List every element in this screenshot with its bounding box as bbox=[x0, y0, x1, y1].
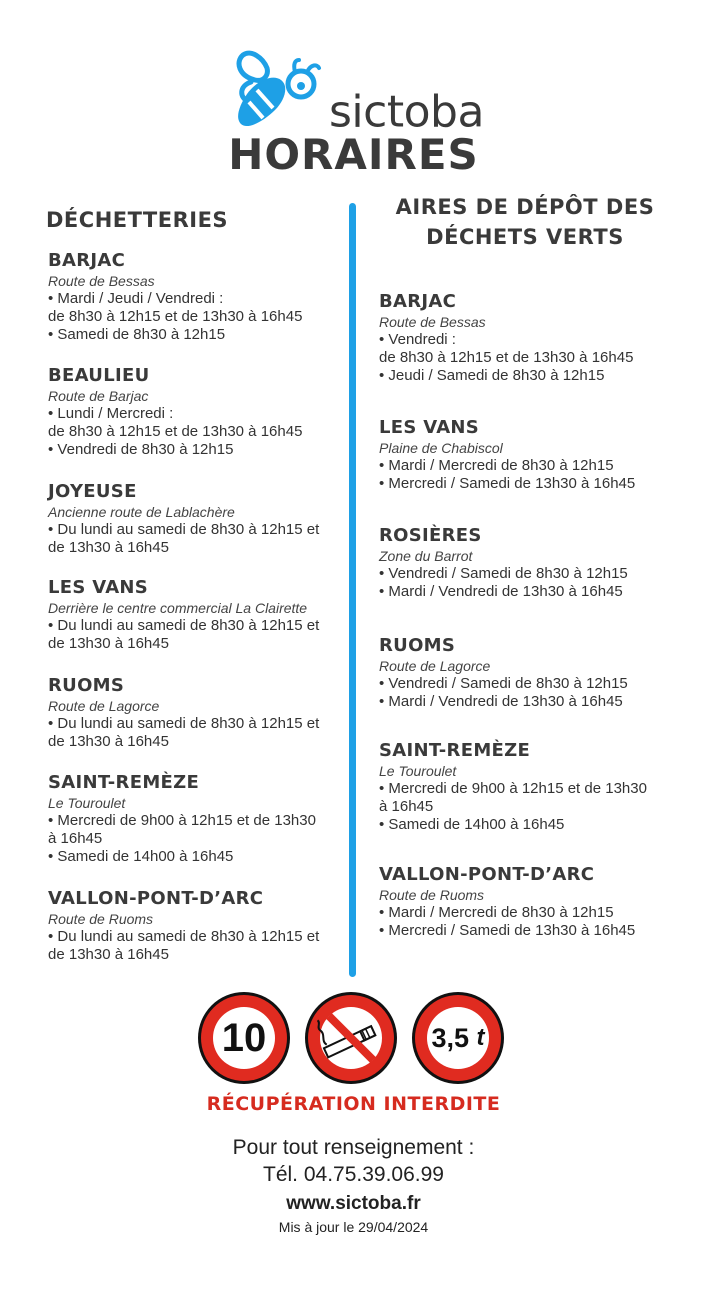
site-address: Route de Ruoms bbox=[48, 911, 154, 927]
recuperation-warning: RÉCUPÉRATION INTERDITE bbox=[206, 1093, 501, 1115]
schedule-line: • Vendredi / Samedi de 8h30 à 12h15 bbox=[379, 565, 628, 582]
site-name: RUOMS bbox=[379, 635, 456, 656]
speed-limit-sign bbox=[196, 990, 292, 1086]
site-barjac bbox=[379, 291, 633, 385]
site-ruoms bbox=[379, 635, 628, 711]
speed-limit-value: 10 bbox=[221, 1015, 267, 1060]
site-name: BEAULIEU bbox=[48, 365, 150, 386]
website-link[interactable]: www.sictoba.fr bbox=[286, 1193, 421, 1214]
schedule-line: • Lundi / Mercredi : bbox=[48, 405, 174, 422]
contact-phone[interactable]: Tél. 04.75.39.06.99 bbox=[263, 1163, 444, 1186]
schedule-line: • Du lundi au samedi de 8h30 à 12h15 et bbox=[48, 617, 320, 634]
schedule-line: • Du lundi au samedi de 8h30 à 12h15 et bbox=[48, 715, 320, 732]
site-address: Le Touroulet bbox=[48, 795, 126, 811]
schedule-line: • Mercredi de 9h00 à 12h15 et de 13h30 bbox=[379, 780, 647, 797]
site-address: Route de Ruoms bbox=[379, 887, 485, 903]
schedule-line: de 13h30 à 16h45 bbox=[48, 733, 169, 750]
schedule-line: • Vendredi / Samedi de 8h30 à 12h15 bbox=[379, 675, 628, 692]
schedule-line: de 13h30 à 16h45 bbox=[48, 635, 169, 652]
dechets-verts-title-line1: AIRES DE DÉPÔT DES bbox=[395, 195, 655, 219]
schedule-line: • Mardi / Jeudi / Vendredi : bbox=[48, 290, 224, 307]
dechetteries-column bbox=[46, 205, 348, 963]
site-name: VALLON-PONT-D’ARC bbox=[379, 864, 595, 885]
schedule-line: • Jeudi / Samedi de 8h30 à 12h15 bbox=[379, 367, 605, 384]
schedule-line: • Du lundi au samedi de 8h30 à 12h15 et bbox=[48, 928, 320, 945]
schedule-line: à 16h45 bbox=[48, 830, 103, 847]
dechetteries-title: DÉCHETTERIES bbox=[46, 208, 229, 232]
site-name: RUOMS bbox=[48, 675, 125, 696]
schedule-line: de 8h30 à 12h15 et de 13h30 à 16h45 bbox=[379, 349, 634, 366]
site-vallon-pont-d-arc bbox=[379, 864, 635, 940]
update-date: Mis à jour le 29/04/2024 bbox=[278, 1219, 429, 1235]
schedule-line: • Mercredi de 9h00 à 12h15 et de 13h30 bbox=[48, 812, 316, 829]
schedule-line: • Mardi / Vendredi de 13h30 à 16h45 bbox=[379, 693, 623, 710]
schedule-line: • Mardi / Mercredi de 8h30 à 12h15 bbox=[379, 904, 614, 921]
site-address: Zone du Barrot bbox=[379, 548, 473, 564]
no-smoking-sign bbox=[303, 990, 399, 1086]
site-address: Derrière le centre commercial La Clairette bbox=[48, 600, 308, 616]
site-name: JOYEUSE bbox=[48, 481, 137, 502]
site-les-vans bbox=[48, 577, 319, 653]
site-address: Route de Bessas bbox=[48, 273, 155, 289]
site-address: Le Touroulet bbox=[379, 763, 457, 779]
schedule-line: • Vendredi de 8h30 à 12h15 bbox=[48, 441, 234, 458]
prohibition-signs bbox=[196, 990, 506, 1086]
weight-limit-sign bbox=[410, 990, 506, 1086]
bee-logo-icon bbox=[233, 50, 333, 132]
site-beaulieu bbox=[48, 365, 302, 459]
schedule-line: • Mardi / Vendredi de 13h30 à 16h45 bbox=[379, 583, 623, 600]
site-saint-rem-ze bbox=[379, 740, 647, 834]
site-name: VALLON-PONT-D’ARC bbox=[48, 888, 264, 909]
schedule-line: • Vendredi : bbox=[379, 331, 456, 348]
schedule-line: de 8h30 à 12h15 et de 13h30 à 16h45 bbox=[48, 308, 303, 325]
schedule-line: • Mercredi / Samedi de 13h30 à 16h45 bbox=[379, 922, 636, 939]
schedule-line: • Du lundi au samedi de 8h30 à 12h15 et bbox=[48, 521, 320, 538]
site-address: Route de Barjac bbox=[48, 388, 149, 404]
site-address: Route de Bessas bbox=[379, 314, 486, 330]
schedule-line: • Mardi / Mercredi de 8h30 à 12h15 bbox=[379, 457, 614, 474]
no-smoking-icon bbox=[303, 990, 399, 1086]
site-les-vans bbox=[379, 417, 635, 493]
site-rosi-res bbox=[379, 525, 628, 601]
contact-block bbox=[0, 1134, 707, 1235]
site-name: SAINT-REMÈZE bbox=[48, 772, 200, 793]
site-address: Route de Lagorce bbox=[48, 698, 160, 714]
schedule-line: de 8h30 à 12h15 et de 13h30 à 16h45 bbox=[48, 423, 303, 440]
site-name: LES VANS bbox=[379, 417, 480, 438]
site-address: Ancienne route de Lablachère bbox=[48, 504, 235, 520]
weight-limit-label bbox=[410, 990, 506, 1086]
site-ruoms bbox=[48, 675, 319, 751]
site-saint-rem-ze bbox=[48, 772, 316, 866]
schedule-line: • Samedi de 14h00 à 16h45 bbox=[48, 848, 234, 865]
schedule-line: de 13h30 à 16h45 bbox=[48, 946, 169, 963]
schedule-line: • Samedi de 8h30 à 12h15 bbox=[48, 326, 226, 343]
site-joyeuse bbox=[48, 481, 319, 557]
schedule-line: • Samedi de 14h00 à 16h45 bbox=[379, 816, 565, 833]
dechets-verts-column bbox=[379, 192, 679, 939]
sictoba-logo bbox=[233, 50, 484, 138]
weight-limit-unit: t bbox=[476, 1024, 485, 1051]
site-vallon-pont-d-arc bbox=[48, 888, 319, 964]
column-divider bbox=[349, 203, 356, 977]
site-name: ROSIÈRES bbox=[379, 525, 482, 546]
schedule-line: à 16h45 bbox=[379, 798, 434, 815]
site-name: BARJAC bbox=[48, 250, 126, 271]
site-name: LES VANS bbox=[48, 577, 149, 598]
contact-intro: Pour tout renseignement : bbox=[232, 1136, 475, 1159]
site-address: Plaine de Chabiscol bbox=[379, 440, 503, 456]
site-name: BARJAC bbox=[379, 291, 457, 312]
weight-limit-value: 3,5 bbox=[431, 1022, 470, 1053]
header bbox=[0, 0, 707, 185]
dechets-verts-title-line2: DÉCHETS VERTS bbox=[426, 225, 624, 249]
schedule-line: de 13h30 à 16h45 bbox=[48, 539, 169, 556]
site-address: Route de Lagorce bbox=[379, 658, 491, 674]
page-title: HORAIRES bbox=[228, 130, 479, 179]
site-name: SAINT-REMÈZE bbox=[379, 740, 531, 761]
brand-name: sictoba bbox=[329, 86, 484, 138]
schedule-line: • Mercredi / Samedi de 13h30 à 16h45 bbox=[379, 475, 636, 492]
dechets-verts-title bbox=[371, 192, 679, 252]
site-barjac bbox=[48, 250, 302, 344]
